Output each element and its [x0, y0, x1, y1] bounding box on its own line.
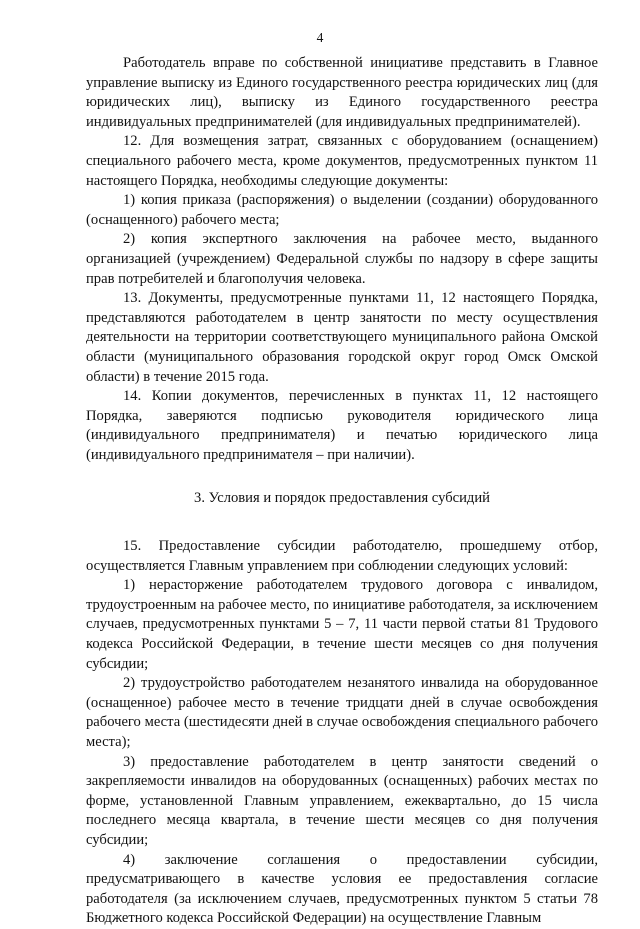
paragraph-12: 12. Для возмещения затрат, связанных с оборудованием (оснащением) специального рабочего места, кроме документов, предусмотренных пунктом 11 настоящего Порядка, необходимы следующие документы: [86, 133, 598, 189]
paragraph-13: 13. Документы, предусмотренные пунктами 11, 12 настоящего Порядка, представляются работодателем в центр занятости по месту осуществления деятельности на территории соответствующего муниципального района Омской области (муниципального образования городской округ город Омск Омской области) в течение 2015 года. [86, 290, 598, 385]
paragraph-12-item-1: 1) копия приказа (распоряжения) о выделении (создании) оборудованного (оснащенного) рабочего места; [86, 192, 598, 228]
paragraph-15-item-1: 1) нерасторжение работодателем трудового договора с инвалидом, трудоустроенным на рабочее место, по инициативе работодателя, за исключением случаев, предусмотренных пунктами 5 – 7, 11 части первой статьи 81 Трудового кодекса Российской Федерации, в течение шести месяцев со дня получения субсидии; [86, 577, 598, 672]
paragraph-15: 15. Предоставление субсидии работодателю, прошедшему отбор, осуществляется Главным управлением при соблюдении следующих условий: [86, 538, 598, 574]
document-body [86, 54, 598, 929]
section-heading: 3. Условия и порядок предоставления субсидий [194, 490, 490, 507]
page-number: 4 [316, 30, 324, 45]
paragraph-12-item-2: 2) копия экспертного заключения на рабочее место, выданного организацией (учреждением) Федеральной службы по надзору в сфере защиты прав потребителей и благополучия человека. [86, 231, 598, 287]
paragraph-employer-initiative: Работодатель вправе по собственной инициативе представить в Главное управление выписку из Единого государственного реестра юридических лиц (для юридических лиц), выписку из Единого государственного реестра индивидуальных предпринимателей (для индивидуальных предпринимателей). [86, 55, 598, 130]
paragraph-15-item-4: 4) заключение соглашения о предоставлении субсидии, предусматривающего в качестве условия ее предоставления согласие работодателя (за исключением случаев, предусмотренных пунктом 5 статьи 78 Бюджетного кодекса Российской Федерации) на осуществление Главным [86, 851, 598, 927]
paragraph-15-item-3: 3) предоставление работодателем в центр занятости сведений о закрепляемости инвалидов на оборудованных (оснащенных) рабочих местах по форме, установленной Главным управлением, ежеквартально, до 15 числа последнего месяца квартала, в течение шести месяцев со дня получения субсидии; [86, 753, 598, 848]
paragraph-14: 14. Копии документов, перечисленных в пунктах 11, 12 настоящего Порядка, заверяются подписью руководителя юридического лица (индивидуального предпринимателя) и печатью юридического лица (индивидуального предпринимателя – при наличии). [86, 388, 598, 463]
paragraph-15-item-2: 2) трудоустройство работодателем незанятого инвалида на оборудованное (оснащенное) рабочее место в течение тридцати дней в случае освобождения рабочего места (шестидесяти дней в случае освобождения специального рабочего места); [86, 675, 598, 750]
